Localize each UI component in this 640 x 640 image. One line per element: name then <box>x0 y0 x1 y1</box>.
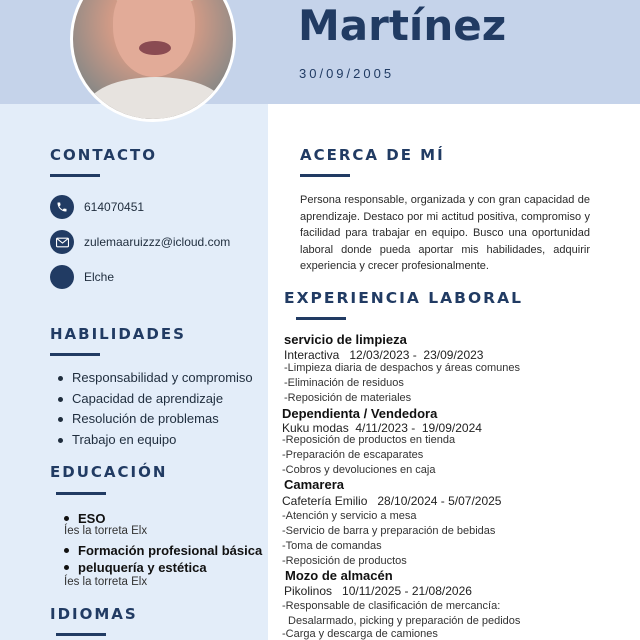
contact-email[interactable]: zulemaaruizzz@icloud.com <box>84 235 231 249</box>
education-title: EDUCACIÓN <box>50 463 168 481</box>
job-task: -Toma de comandas <box>282 540 382 552</box>
languages-underline <box>56 633 106 636</box>
job-task: -Reposición de productos <box>282 555 407 567</box>
education-school: Íes la torreta Elx <box>64 576 148 588</box>
skill-item: Resolución de problemas <box>58 409 253 430</box>
education-degree-continuation: peluquería y estética <box>78 560 207 575</box>
job-task: -Preparación de escaparates <box>282 449 424 461</box>
phone-icon <box>50 195 74 219</box>
skill-item: Capacidad de aprendizaje <box>58 389 253 410</box>
photo-lips <box>139 41 171 55</box>
contact-email-row <box>50 230 230 254</box>
surname: Martínez <box>298 1 507 50</box>
education-degree-line2 <box>64 559 207 576</box>
job-task: -Reposición de productos en tienda <box>282 434 456 446</box>
profile-photo <box>70 0 236 122</box>
location-icon <box>50 265 74 289</box>
job-task: -Eliminación de residuos <box>284 377 404 389</box>
contact-location-row <box>50 265 114 289</box>
job-task: Desalarmado, picking y preparación de pedidos <box>285 615 521 627</box>
skill-item: Trabajo en equipo <box>58 430 253 451</box>
education-underline <box>56 492 106 495</box>
job-title: servicio de limpieza <box>284 332 407 347</box>
job-meta: Kuku modas 4/11/2023 - 19/09/2024 <box>282 421 482 435</box>
job-title: Mozo de almacén <box>285 568 393 583</box>
education-school: Íes la torreta Elx <box>64 525 148 537</box>
job-meta: Cafetería Emilio 28/10/2024 - 5/07/2025 <box>282 494 502 508</box>
skills-underline <box>50 353 100 356</box>
birthdate: 30/09/2005 <box>299 66 395 81</box>
skills-title: HABILIDADES <box>50 325 186 343</box>
education-degree: ESO <box>64 510 105 527</box>
experience-title: EXPERIENCIA LABORAL <box>284 289 523 307</box>
job-task: -Limpieza diaria de despachos y áreas comunes <box>284 362 521 374</box>
job-task: -Responsable de clasificación de mercancía: <box>282 600 501 612</box>
experience-underline <box>296 317 346 320</box>
contact-underline <box>50 174 100 177</box>
about-underline <box>300 174 350 177</box>
education-degree: Formación profesional básica <box>64 542 262 559</box>
job-task: -Carga y descarga de camiones <box>282 628 438 640</box>
photo-shoulders <box>87 77 225 122</box>
skills-list <box>58 368 253 450</box>
job-meta: Pikolinos 10/11/2025 - 21/08/2026 <box>284 584 472 598</box>
languages-title: IDIOMAS <box>50 605 138 623</box>
contact-phone[interactable]: 614070451 <box>84 200 145 214</box>
job-task: -Atención y servicio a mesa <box>282 510 417 522</box>
photo-face <box>113 0 195 77</box>
contact-location: Elche <box>84 270 115 284</box>
mail-icon <box>50 230 74 254</box>
job-task: -Servicio de barra y preparación de bebidas <box>282 525 496 537</box>
job-title: Camarera <box>284 477 344 492</box>
contact-title: CONTACTO <box>50 146 157 164</box>
job-task: -Cobros y devoluciones en caja <box>282 464 436 476</box>
job-meta: Interactiva 12/03/2023 - 23/09/2023 <box>284 348 484 362</box>
job-title: Dependienta / Vendedora <box>282 406 438 421</box>
skill-item: Responsabilidad y compromiso <box>58 368 253 389</box>
job-task: -Reposición de materiales <box>284 392 412 404</box>
about-text: Persona responsable, organizada y con gran capacidad de aprendizaje. Destaco por mi actitud positiva, compromiso y facilidad para trabajar en equipo. Busco una oportunidad laboral donde pueda aportar mis habilidades, adquirir experiencia y crecer profesionalmente. <box>300 194 590 272</box>
about-title: ACERCA DE MÍ <box>300 146 445 164</box>
contact-phone-row <box>50 195 144 219</box>
